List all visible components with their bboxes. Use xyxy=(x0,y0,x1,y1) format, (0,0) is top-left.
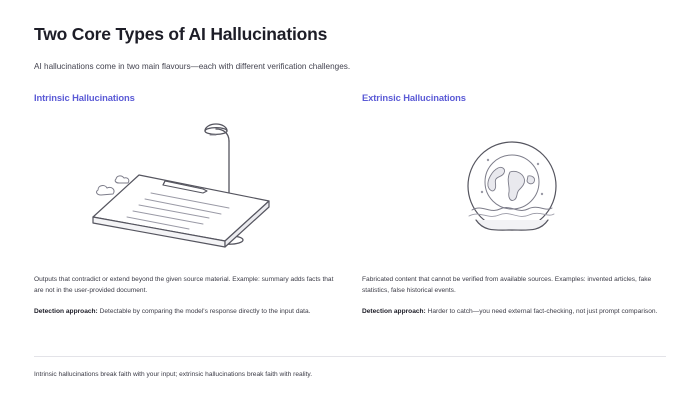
page-title: Two Core Types of AI Hallucinations xyxy=(34,24,328,44)
column-intrinsic xyxy=(34,92,334,317)
detection-extrinsic xyxy=(362,307,662,318)
column-heading-extrinsic: Extrinsic Hallucinations xyxy=(362,92,466,104)
page-subtitle: AI hallucinations come in two main flavours—each with different verification challenges. xyxy=(34,62,351,71)
detection-label-intrinsic: Detection approach: xyxy=(34,307,98,315)
detection-intrinsic xyxy=(34,307,334,318)
description-intrinsic: Outputs that contradict or extend beyond the given source material. Example: summary adds facts that are not in the user-provided document. xyxy=(34,276,334,295)
detection-text-intrinsic: Detectable by comparing the model's response directly to the input data. xyxy=(97,307,311,315)
detection-label-extrinsic: Detection approach: xyxy=(362,307,426,315)
footnote: Intrinsic hallucinations break faith with your input; extrinsic hallucinations break faith with reality. xyxy=(34,371,313,378)
column-extrinsic xyxy=(362,92,662,317)
footer-divider xyxy=(34,356,666,357)
globe-in-snow-globe-illustration xyxy=(362,103,662,275)
detection-text-extrinsic: Harder to catch—you need external fact-checking, not just prompt comparison. xyxy=(425,307,658,315)
column-heading-intrinsic: Intrinsic Hallucinations xyxy=(34,92,135,104)
document-with-desk-lamp-illustration xyxy=(34,103,334,275)
description-extrinsic: Fabricated content that cannot be verified from available sources. Examples: invented articles, fake statistics, false historical events. xyxy=(362,276,652,295)
content-columns xyxy=(34,92,666,317)
